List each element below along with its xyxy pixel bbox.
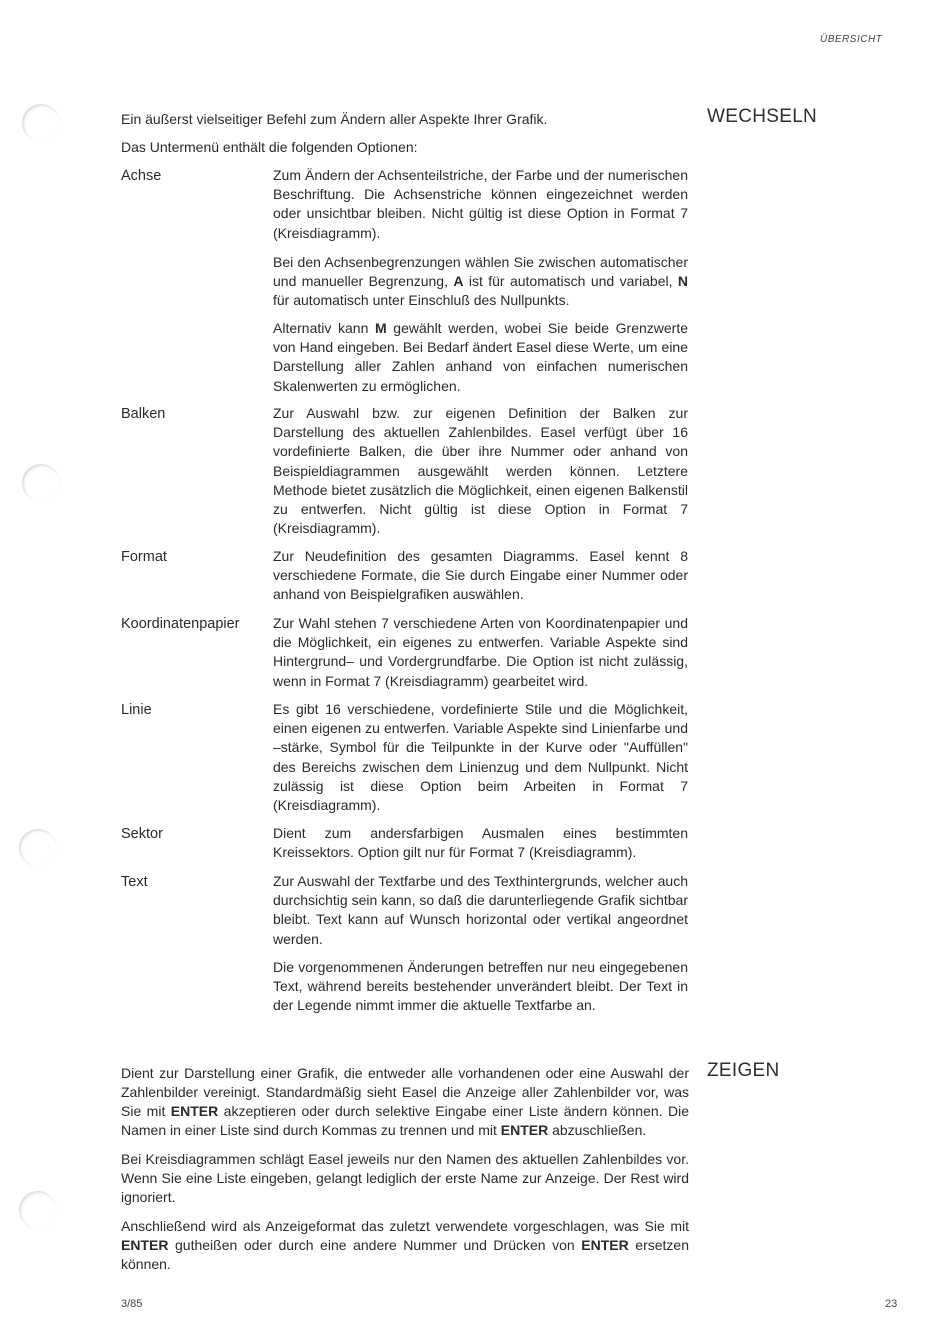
key-m: M	[375, 320, 387, 336]
zeigen-paragraph-2: Bei Kreisdiagrammen schlägt Easel jeweils nur den Namen des aktuellen Zahlenbildes vor. Wenn Sie eine Liste eingeben, gelangt lediglich der erste Name zur Anzeige. Der Rest wird ignoriert.	[121, 1151, 689, 1205]
zeigen-paragraph-1: Dient zur Darstellung einer Grafik, die entweder alle vorhandenen oder eine Auswahl der Zahlenbilder vereinigt. Standardmäßig sieht Easel die Anzeige aller Zahlenbilder vor, was Sie mit ENTER akzeptieren oder durch selektive Eingabe einer Liste ändern können. Die Namen in einer Liste sind durch Kommas zu trennen und mit ENTER abzuschließen.	[121, 1065, 689, 1138]
option-term-balken: Balken	[121, 406, 166, 422]
option-def-balken: Zur Auswahl bzw. zur eigenen Definition der Balken zur Darstellung des aktuellen Zahlenbildes. Easel verfügt über 16 vordefinierte Balken, die über ihre Nummer oder anhand von Beispieldiagrammen ausgewählt werden können. Letztere Methode bietet zusätzlich die Möglichkeit, einen eigenen Balkenstil zu entwerfen. Nicht gültig ist diese Option in Format 7 (Kreisdiagramm).	[273, 405, 688, 537]
binder-hole	[19, 1191, 57, 1229]
key-n: N	[677, 273, 688, 290]
option-def-sektor: Dient zum andersfarbigen Ausmalen eines bestimmten Kreissektors. Option gilt nur für Format 7 (Kreisdiagramm).	[273, 825, 688, 861]
option-term-sektor: Sektor	[121, 826, 163, 842]
key-enter: ENTER	[500, 1122, 549, 1138]
section-heading-zeigen: ZEIGEN	[707, 1060, 780, 1081]
key-enter: ENTER	[121, 1237, 169, 1253]
binder-hole	[19, 829, 57, 867]
key-enter: ENTER	[581, 1237, 629, 1253]
running-header: ÜBERSICHT	[820, 34, 883, 45]
binder-hole	[22, 104, 60, 142]
option-def-koordinatenpapier: Zur Wahl stehen 7 verschiedene Arten von Koordinatenpapier und die Möglichkeit, ein eigenes zu entwerfen. Variable Aspekte sind Hintergrund– und Vordergrundfarbe. Die Option ist nicht zulässig, wenn in Format 7 (Kreisdiagramm) gearbeitet wird.	[273, 615, 688, 689]
option-term-linie: Linie	[121, 702, 152, 718]
option-term-text: Text	[121, 874, 148, 890]
page-number: 23	[885, 1298, 898, 1310]
option-def-achse: Zum Ändern der Achsenteilstriche, der Farbe und der numerischen Beschriftung. Die Achsenstriche können eingezeichnet werden oder unsichtbar bleiben. Nicht gültig ist diese Option in Format 7 (Kreisdiagramm).	[273, 167, 688, 241]
wechseln-submenu-intro: Das Untermenü enthält die folgenden Optionen:	[121, 139, 418, 155]
option-def-achse-limits: Bei den Achsenbegrenzungen wählen Sie zwischen automatischer und manueller Begrenzung, A ist für automatisch und variabel, N für automatisch unter Einschluß des Nullpunkts.	[273, 254, 688, 309]
option-term-koordinatenpapier: Koordinatenpapier	[121, 616, 240, 632]
option-def-format: Zur Neudefinition des gesamten Diagramms. Easel kennt 8 verschiedene Formate, die Sie durch Eingabe einer Nummer oder anhand von Beispielgrafiken auswählen.	[273, 548, 688, 603]
option-term-format: Format	[121, 549, 167, 565]
option-def-text-changes: Die vorgenommenen Änderungen betreffen nur neu eingegebenen Text, während bereits bestehender unverändert bleibt. Der Text in der Legende nimmt immer die aktuelle Textfarbe an.	[273, 959, 688, 1014]
key-enter: ENTER	[170, 1103, 219, 1119]
footer-edition: 3/85	[121, 1298, 143, 1310]
zeigen-paragraph-3: Anschließend wird als Anzeigeformat das zuletzt verwendete vorgeschlagen, was Sie mit ENTER gutheißen oder durch eine andere Nummer und Drücken von ENTER ersetzen können.	[121, 1218, 690, 1272]
option-def-text: Zur Auswahl der Textfarbe und des Texthintergrunds, welcher auch durchsichtig sein kann, so daß die darunterliegende Grafik sichtbar bleibt. Text kann auf Wunsch horizontal oder vertikal angeordnet werden.	[273, 873, 688, 947]
option-def-achse-manual: Alternativ kann M gewählt werden, wobei Sie beide Grenzwerte von Hand eingeben. Bei Bedarf ändert Easel diese Werte, um eine Darstellung aller Zahlen anhand von einfachen numerischen Skalenwerten zu ermöglichen.	[273, 320, 688, 394]
option-def-linie: Es gibt 16 verschiedene, vordefinierte Stile und die Möglichkeit, einen eigenen zu entwerfen. Variable Aspekte sind Linienfarbe und –stärke, Symbol für die Teilpunkte in der Kurve oder "Auffüllen" des Bereichs zwischen dem Linienzug und dem Nullpunkt. Nicht zulässig ist diese Option beim Arbeiten in Format 7 (Kreisdiagramm).	[273, 701, 688, 814]
wechseln-intro: Ein äußerst vielseitiger Befehl zum Ändern aller Aspekte Ihrer Grafik.	[121, 111, 548, 127]
binder-hole	[22, 464, 60, 502]
key-a: A	[453, 273, 464, 290]
section-heading-wechseln: WECHSELN	[707, 106, 818, 127]
option-term-achse: Achse	[121, 168, 162, 184]
